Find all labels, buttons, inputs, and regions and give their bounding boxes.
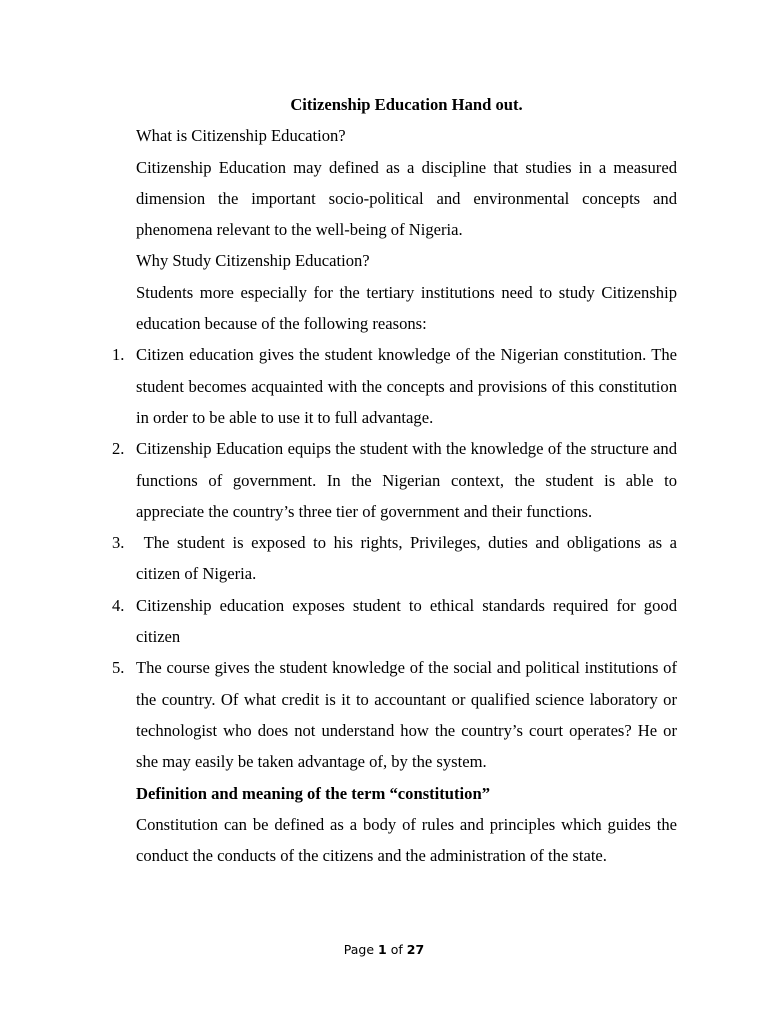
list-item-text: The student is exposed to his rights, Privileges, duties and obligations as a citizen of Nigeria. xyxy=(136,533,682,584)
total-pages-number: 27 xyxy=(406,942,425,957)
question-what-is: What is Citizenship Education? xyxy=(136,126,346,146)
definition-paragraph: Citizenship Education may defined as a discipline that studies in a measured dimension the important socio-political and environmental concepts and phenomena relevant to the well-being of Nigeria. xyxy=(136,157,677,240)
list-item-text: Citizenship Education equips the student with the knowledge of the structure and functions of government. In the Nigerian context, the student is able to appreciate the country’s three tier of government and their functions. xyxy=(136,439,677,521)
page-footer xyxy=(0,938,768,962)
list-item-text: Citizenship education exposes student to ethical standards required for good citizen xyxy=(136,595,677,647)
list-item xyxy=(112,590,677,653)
list-item-number: 4. xyxy=(112,595,125,615)
list-item xyxy=(112,652,677,777)
list-item-number: 2. xyxy=(112,439,125,459)
document-title: Citizenship Education Hand out. xyxy=(290,95,523,114)
current-page-number: 1 xyxy=(378,942,387,957)
page-word: Page xyxy=(343,942,375,957)
list-item-number: 3. xyxy=(112,533,125,553)
constitution-section-heading: Definition and meaning of the term “constitution” xyxy=(136,783,490,803)
list-item-number: 5. xyxy=(112,658,125,678)
list-item-text: Citizen education gives the student knowledge of the Nigerian constitution. The student becomes acquainted with the concepts and provisions of this constitution in order to be able to use it to full advantage. xyxy=(136,345,677,427)
list-item xyxy=(112,339,677,433)
reasons-intro-paragraph: Students more especially for the tertiary institutions need to study Citizenship education because of the following reasons: xyxy=(136,282,677,334)
reasons-list xyxy=(112,339,682,777)
list-item-text: The course gives the student knowledge of the social and political institutions of the country. Of what credit is it to accountant or qualified science laboratory or technologist who does not understand how the country’s court operates? He or she may easily be taken advantage of, by the system. xyxy=(136,658,677,772)
question-why-study: Why Study Citizenship Education? xyxy=(136,251,370,271)
list-item xyxy=(112,527,682,590)
list-item-number: 1. xyxy=(112,345,125,365)
constitution-definition-paragraph: Constitution can be defined as a body of rules and principles which guides the conduct the conducts of the citizens and the administration of the state. xyxy=(136,814,677,866)
list-item xyxy=(112,433,677,527)
of-word: of xyxy=(390,942,403,957)
document-body xyxy=(112,89,682,871)
